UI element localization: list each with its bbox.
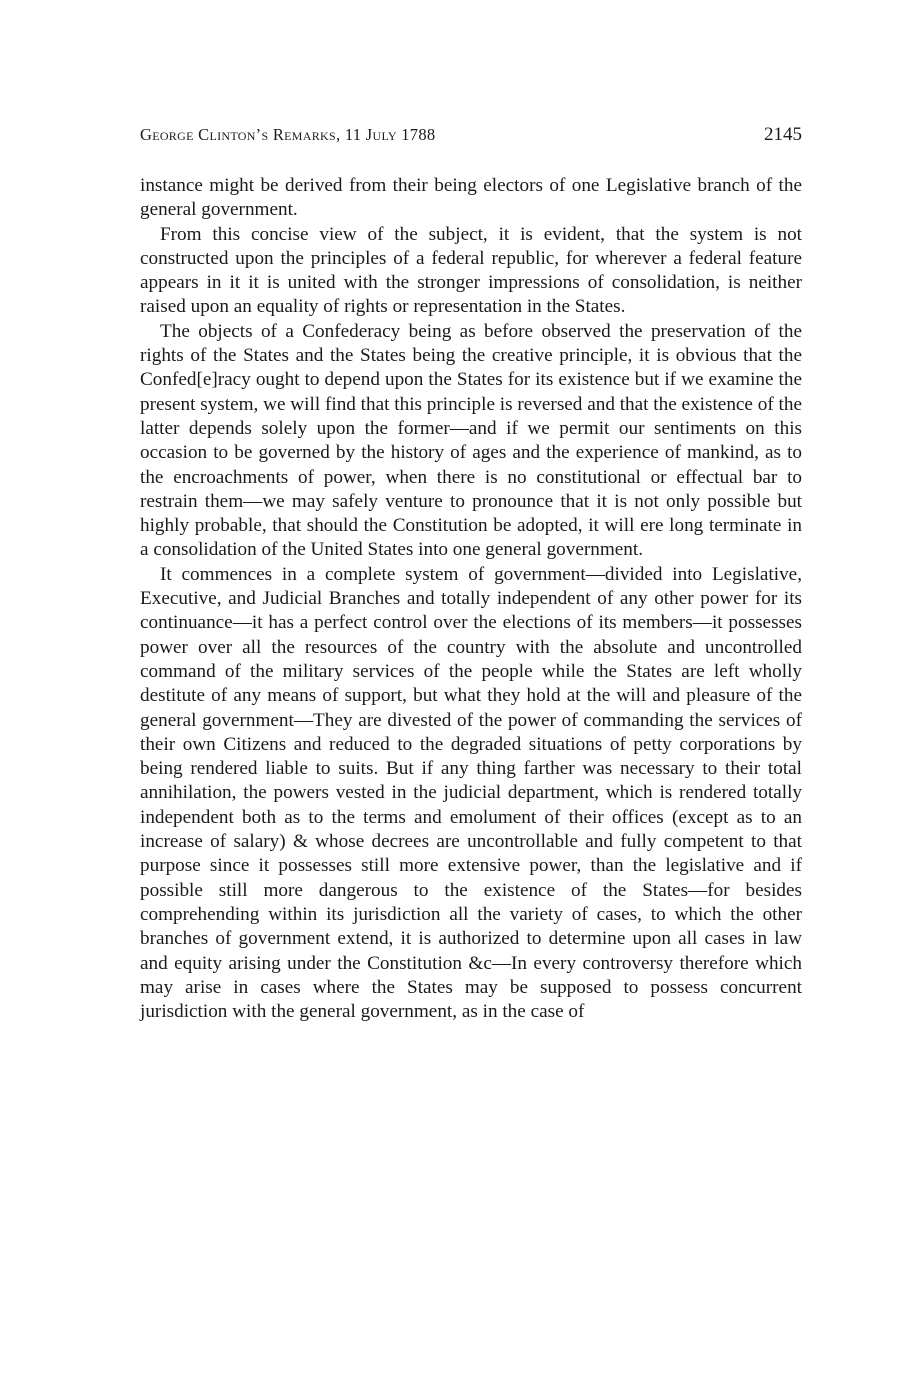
paragraph-continuation: instance might be derived from their being electors of one Legislative branch of the general government. (140, 175, 802, 221)
page-header (140, 124, 802, 146)
running-head: George Clinton’s Remarks, 11 July 1788 (140, 125, 436, 144)
body-text (140, 174, 802, 1024)
paragraph-concise-view: From this concise view of the subject, it is evident, that the system is not constructed upon the principles of a federal republic, for wherever a federal feature appears in it it is united with the stronger impressions of consolidation, is neither raised upon an equality of rights or representation in the States. (140, 223, 802, 318)
page-number: 2145 (764, 124, 802, 145)
paragraph-system-of-government: It commences in a complete system of government—divided into Legislative, Executive, and Judicial Branches and totally independent of any other power for its continuance—it has a perfect control over the elections of its members—it possesses power over all the resources of the country with the absolute and uncontrolled command of the military services of the people while the States are left wholly destitute of any means of support, but what they hold at the will and pleasure of the general government—They are divested of the power of commanding the services of their own Citizens and reduced to the degraded situations of petty corporations by being rendered liable to suits. But if any thing farther was necessary to their total annihilation, the powers vested in the judicial department, which is rendered totally independent both as to the terms and emolument of their offices (except as to an increase of salary) & whose decrees are uncontrollable and fully competent to that purpose since it possesses still more extensive power, than the legislative and if possible still more dangerous to the existence of the States—for besides comprehending within its jurisdiction all the variety of cases, to which the other branches of government extend, it is authorized to determine upon all cases in law and equity arising under the Constitution &c—In every controversy therefore which may arise in cases where the States may be supposed to possess concurrent jurisdiction with the general government, as in the case of (140, 563, 802, 1023)
paragraph-confederacy: The objects of a Confederacy being as before observed the preservation of the rights of the States and the States being the creative principle, it is obvious that the Confed[e]racy ought to depend upon the States for its existence but if we examine the present system, we will find that this principle is reversed and that the existence of the latter depends solely upon the former—and if we permit our sentiments on this occasion to be governed by the history of ages and the experience of mankind, as to the encroachments of power, when there is no constitutional or effectual bar to restrain them—we may safely venture to pronounce that it is not only possible but highly probable, that should the Constitution be adopted, it will ere long terminate in a consolidation of the United States into one general government. (140, 320, 802, 561)
